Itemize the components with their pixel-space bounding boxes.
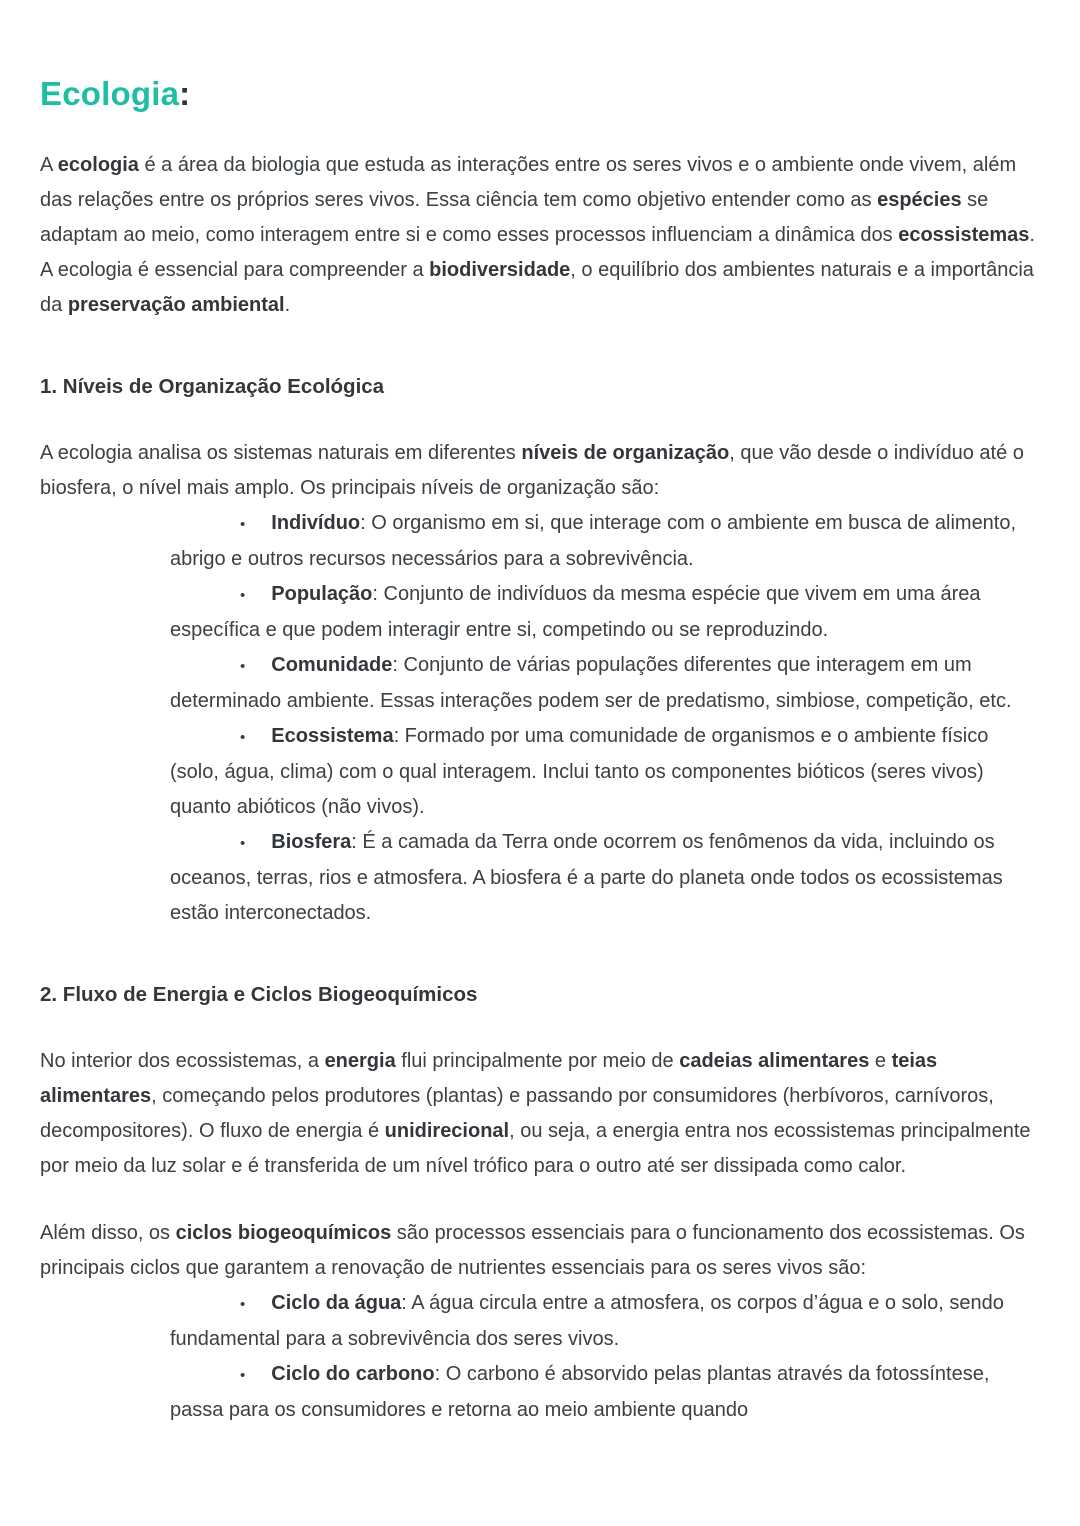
bold-text: biodiversidade xyxy=(429,259,571,281)
bullet-icon: • xyxy=(240,658,246,675)
page-title xyxy=(40,74,1040,114)
page-title-colon: : xyxy=(179,75,191,112)
bullet-item xyxy=(40,825,1040,931)
body-text: : Conjunto de indivíduos da mesma espécie que vivem em uma área específica e que podem interagir entre si, competindo ou se reproduzindo. xyxy=(170,583,981,641)
body-text: A ecologia analisa os sistemas naturais em diferentes xyxy=(40,442,522,464)
bold-text: níveis de organização xyxy=(521,442,730,464)
bold-text: ciclos biogeoquímicos xyxy=(175,1222,392,1244)
body-text: : Conjunto de várias populações diferentes que interagem em um determinado ambiente. Essas interações podem ser de predatismo, simbiose, competição, etc. xyxy=(170,654,1012,712)
bullet-item xyxy=(40,648,1040,719)
bullet-icon: • xyxy=(240,729,246,746)
bold-text: 1. Níveis de Organização Ecológica xyxy=(40,375,385,398)
body-text: , ou seja, a energia entra nos ecossistemas principalmente por meio da luz solar e é transferida de um nível trófico para o outro até ser dissipada como calor. xyxy=(40,1120,1031,1177)
bold-text: ecologia xyxy=(57,154,139,176)
body-text: No interior dos ecossistemas, a xyxy=(40,1050,325,1072)
paragraph xyxy=(40,148,1040,323)
paragraph xyxy=(40,1216,1040,1286)
body-text: . xyxy=(284,294,291,316)
section-heading xyxy=(40,369,1040,404)
body-text: Além disso, os xyxy=(40,1222,176,1244)
body-text: , o equilíbrio dos ambientes naturais e a importância da xyxy=(40,259,1034,316)
body-text: A xyxy=(40,154,58,176)
body-text: e xyxy=(869,1050,892,1072)
bold-text: ecossistemas xyxy=(898,224,1030,246)
bullet-icon: • xyxy=(240,835,246,852)
bullet-icon: • xyxy=(240,1367,246,1384)
bullet-item xyxy=(40,577,1040,648)
body-text: são processos essenciais para o funcionamento dos ecossistemas. Os principais ciclos que garantem a renovação de nutrientes essenciais para os seres vivos são: xyxy=(40,1222,1025,1279)
bold-text: Ciclo do carbono xyxy=(271,1363,435,1385)
body-text: flui principalmente por meio de xyxy=(395,1050,680,1072)
bullet-item xyxy=(40,1357,1040,1428)
bold-text: Comunidade xyxy=(271,654,393,676)
bold-text: cadeias alimentares xyxy=(679,1050,870,1072)
bold-text: preservação ambiental xyxy=(67,294,285,316)
bullet-icon: • xyxy=(240,516,246,533)
section-heading xyxy=(40,977,1040,1012)
paragraph xyxy=(40,1044,1040,1184)
bullet-icon: • xyxy=(240,1296,246,1313)
page-title-text: Ecologia xyxy=(40,75,180,112)
body-text: : Formado por uma comunidade de organismos e o ambiente físico (solo, água, clima) com o qual interagem. Inclui tanto os componentes bióticos (seres vivos) quanto abióticos (não vivos). xyxy=(170,725,989,818)
body-text: : O carbono é absorvido pelas plantas através da fotossíntese, passa para os consumidores e retorna ao meio ambiente quando xyxy=(170,1363,990,1421)
body-text: : O organismo em si, que interage com o ambiente em busca de alimento, abrigo e outros recursos necessários para a sobrevivência. xyxy=(170,512,1017,570)
bold-text: 2. Fluxo de Energia e Ciclos Biogeoquímicos xyxy=(40,983,478,1006)
body-text: . A ecologia é essencial para compreender a xyxy=(40,224,1035,281)
body-text: , começando pelos produtores (plantas) e passando por consumidores (herbívoros, carnívoros, decompositores). O fluxo de energia é xyxy=(40,1085,994,1142)
bullet-item xyxy=(40,719,1040,825)
bold-text: Indivíduo xyxy=(271,512,361,534)
bold-text: Ecossistema xyxy=(271,725,394,747)
bold-text: espécies xyxy=(877,189,962,211)
document-content xyxy=(40,148,1040,1428)
bold-text: Ciclo da água xyxy=(271,1292,402,1314)
body-text: , que vão desde o indivíduo até o biosfera, o nível mais amplo. Os principais níveis de organização são: xyxy=(40,442,1024,499)
bold-text: energia xyxy=(324,1050,396,1072)
body-text: : A água circula entre a atmosfera, os corpos d’água e o solo, sendo fundamental para a sobrevivência dos seres vivos. xyxy=(170,1292,1004,1350)
bold-text: Biosfera xyxy=(271,831,352,853)
paragraph xyxy=(40,436,1040,506)
bold-text: teias alimentares xyxy=(40,1050,938,1107)
body-text: se adaptam ao meio, como interagem entre si e como esses processos influenciam a dinâmica dos xyxy=(40,189,989,246)
body-text: é a área da biologia que estuda as interações entre os seres vivos e o ambiente onde vivem, além das relações entre os próprios seres vivos. Essa ciência tem como objetivo entender como as xyxy=(40,154,1017,211)
body-text: : É a camada da Terra onde ocorrem os fenômenos da vida, incluindo os oceanos, terras, rios e atmosfera. A biosfera é a parte do planeta onde todos os ecossistemas estão interconectados. xyxy=(170,831,1003,924)
bold-text: População xyxy=(271,583,373,605)
bold-text: unidirecional xyxy=(384,1120,510,1142)
bullet-item xyxy=(40,1286,1040,1357)
bullet-item xyxy=(40,506,1040,577)
bullet-icon: • xyxy=(240,587,246,604)
